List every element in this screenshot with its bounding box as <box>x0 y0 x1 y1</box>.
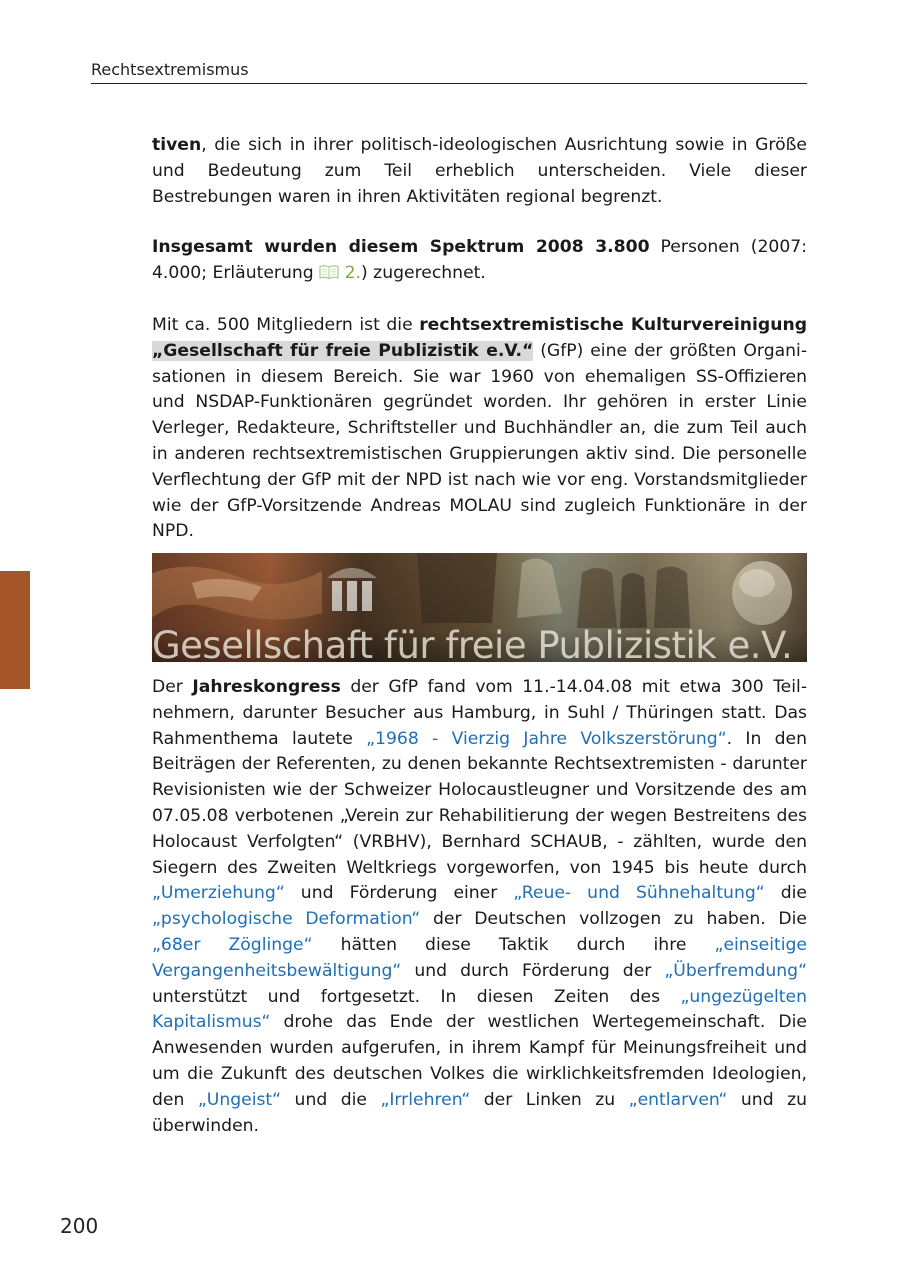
p4-text: hätten diese Taktik durch ihre <box>312 934 715 955</box>
paragraph-4 <box>152 675 807 1139</box>
p4-text: die <box>764 883 807 904</box>
quote-highlight: „68er Zöglinge“ <box>152 934 313 955</box>
p4-text: und Förderung einer <box>284 883 514 904</box>
p4-text: und zu überwinden. <box>152 1089 807 1136</box>
p2-text-1: Personen (2007: 4.000; Erläuterung <box>152 237 807 283</box>
paragraph-2 <box>152 235 807 287</box>
paragraph-3 <box>152 313 807 545</box>
explanation-reference-number: 2. <box>344 262 361 283</box>
quote-highlight: „Irrlehren“ <box>380 1089 471 1110</box>
quote-highlight: „Überfremdung“ <box>664 960 807 981</box>
p3-bold-1: rechtsextremistische Kulturvereinigung <box>419 315 807 335</box>
quote-highlight: „ungezügelten Kapitalismus“ <box>152 986 807 1033</box>
quote-highlight: „Ungeist“ <box>197 1089 282 1110</box>
quote-highlight: „psychologische Deformation“ <box>152 909 421 930</box>
running-header: Rechtsextremismus <box>91 60 249 79</box>
p4-text: unterstützt und fortgesetzt. In diesen Zeiten des <box>152 986 681 1007</box>
p4-text: . In den Beiträgen der Referenten, zu denen bekannte Rechtsextremisten - darunter Revisionisten wie der Schweizer Holocaustleugner und Vorsitzende des am 07.05.08 verbotenen „Verein zur Rehabilitierung der wegen Bestreitens des Holocaust Verfolgten“ (VRBHV), Bernhard SCHAUB, - zählten, wurde den Siegern des Zweiten Weltkriegs vorgeworfen, von 1945 bis heute durch <box>152 728 808 878</box>
p4-bold: Jahreskongress <box>192 677 341 697</box>
quote-highlight: „einseitige Vergangenheitsbewältigung“ <box>152 934 807 981</box>
p1-text: , die sich in ihrer politisch-ideologischen Ausrichtung sowie in Größe und Bedeutung zum Teil erheblich unterscheiden. Viele dieser Bestrebungen waren in ihren Aktivitäten regional begrenzt. <box>152 135 807 207</box>
p2-text-2: ) zugerechnet. <box>361 262 486 283</box>
quote-highlight: „entlarven“ <box>628 1089 728 1110</box>
p4-text: drohe das Ende der westlichen Wertegemeinschaft. Die Anwesenden wurden aufgerufen, in ihrem Kampf für Meinungsfreiheit und um die Zukunft des deutschen Volkes die wirklichkeitsfremden Ideologien, den <box>152 1012 807 1110</box>
quote-highlight: „1968 - Vierzig Jahre Volkszerstörung“ <box>366 728 727 749</box>
p2-bold: Insgesamt wurden diesem Spektrum 2008 3.800 <box>152 237 650 257</box>
p3-text-1: Mit ca. 500 Mitgliedern ist die <box>152 315 420 335</box>
gfp-banner-image <box>152 553 807 662</box>
p4-text: Der <box>152 677 193 697</box>
open-book-icon <box>319 264 339 280</box>
explanation-reference-link[interactable] <box>319 263 361 283</box>
quote-highlight: „Reue- und Sühnehaltung“ <box>513 883 765 904</box>
chapter-side-tab <box>0 571 30 689</box>
banner-caption: Gesellschaft für freie Publizistik e.V. <box>152 624 793 662</box>
paragraph-1 <box>152 133 807 210</box>
gfp-highlight: „Gesellschaft für freie Publizistik e.V.“ <box>152 340 534 361</box>
p4-text: der Deutschen vollzogen zu haben. Die <box>420 909 807 930</box>
p4-text: der Linken zu <box>470 1089 629 1110</box>
p1-bold: tiven <box>152 135 202 155</box>
quote-highlight: „Umerziehung“ <box>152 883 285 904</box>
p3-text-2: (GfP) eine der größten Organisationen in diesem Bereich. Sie war 1960 von ehemaligen SS-Offizieren und NSDAP-Funktionären gegründet worden. Ihr gehören in erster Linie Verleger, Redakteure, Schriftsteller und Buchhändler an, die zum Teil auch in anderen rechtsextremistischen Gruppierungen aktiv sind. Die personelle Verflechtung der GfP mit der NPD ist nach wie vor eng. Vorstandsmitglieder wie der GfP-Vorsitzende Andreas MOLAU sind zugleich Funktionäre in der NPD. <box>152 340 808 542</box>
page-number: 200 <box>60 1214 99 1238</box>
header-rule <box>91 83 807 84</box>
p4-text: der GfP fand vom 11.-14.04.08 mit etwa 300 Teilnehmern, darunter Besucher aus Hamburg, in Suhl / Thüringen statt. Das Rahmenthema lautete <box>152 677 808 749</box>
p4-text: und die <box>281 1089 381 1110</box>
p4-text: und durch Förderung der <box>401 960 665 981</box>
